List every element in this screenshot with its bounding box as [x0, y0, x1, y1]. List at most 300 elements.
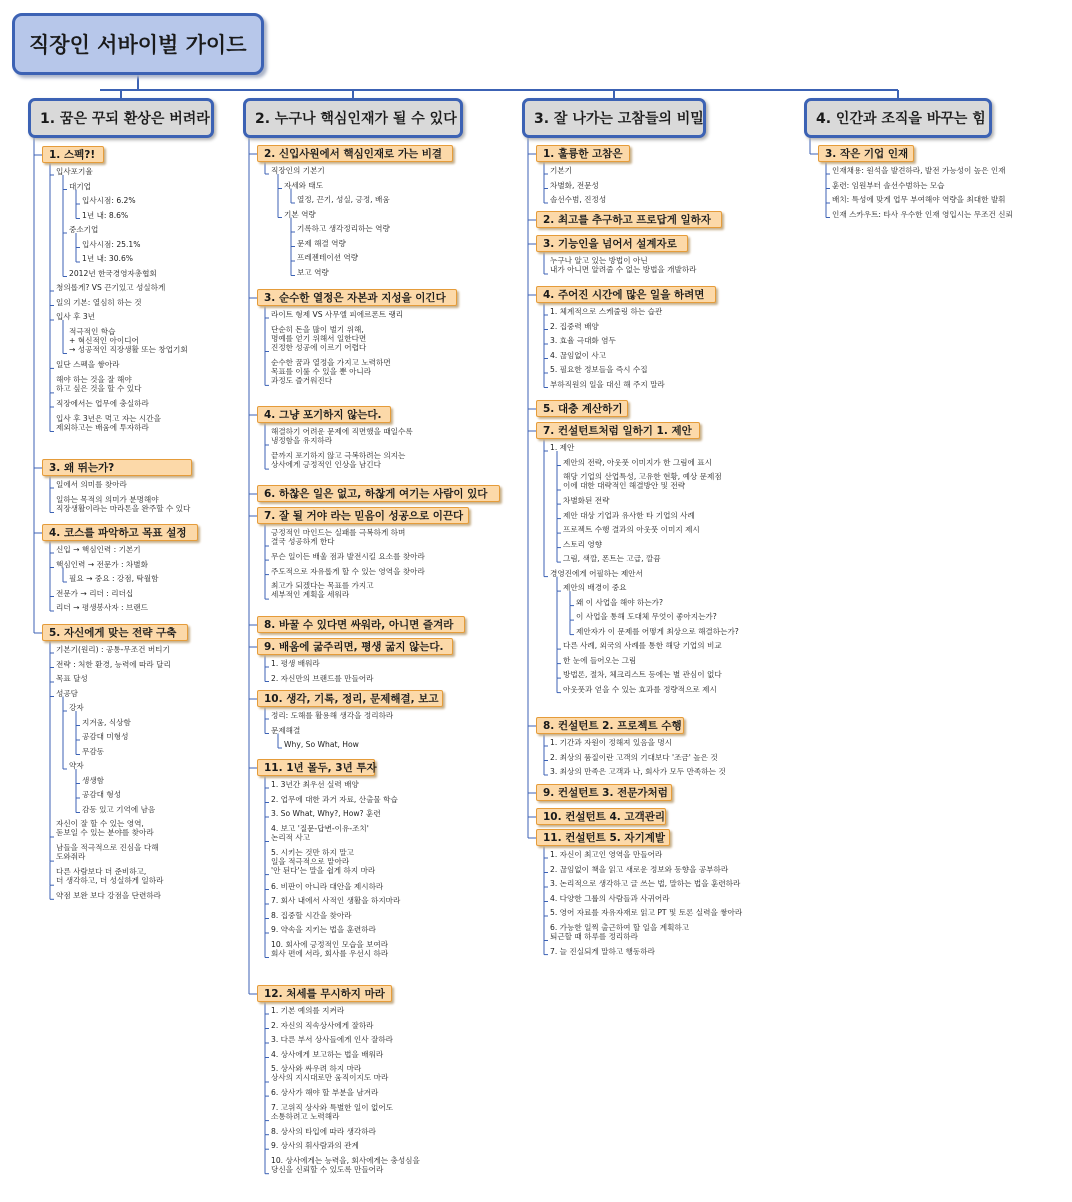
leaf-text: 라이트 형제 VS 사무엘 피에르폰트 랭리	[271, 310, 404, 319]
leaf-text: 전문가 → 리더 : 리더십	[56, 588, 134, 598]
leaf-item[interactable]	[563, 641, 722, 650]
leaf-text: 보고 역량	[297, 267, 329, 277]
leaf-text: 해당 기업의 산업특성, 고유한 현황, 예상 문제점	[563, 472, 722, 481]
sub-topic-node[interactable]	[536, 400, 628, 417]
main-topic-label: 1. 꿈은 꾸되 환상은 버려라	[40, 111, 210, 127]
leaf-item[interactable]	[69, 574, 158, 583]
leaf-item[interactable]	[271, 451, 405, 469]
leaf-text: 3. 효율 극대화 염두	[550, 336, 616, 345]
leaf-text: 1. 체계적으로 스케줄링 하는 습관	[550, 307, 663, 316]
sub-topic-node[interactable]	[536, 286, 716, 303]
leaf-item[interactable]	[56, 645, 170, 654]
leaf-item[interactable]	[82, 747, 104, 756]
leaf-item[interactable]	[271, 940, 388, 958]
leaf-text: 일하는 목적의 의미가 분명해야	[56, 494, 159, 504]
leaf-text: 2. 자신만의 브랜드를 만들어라	[271, 673, 374, 683]
leaf-item[interactable]	[82, 790, 121, 799]
leaf-text: 대기업	[69, 181, 92, 191]
leaf-text: 입사 후 3년은 먹고 자는 시간을	[56, 413, 161, 423]
leaf-text: 돋보일 수 있는 분야를 찾아라	[56, 828, 154, 837]
leaf-text: 6. 가능한 일찍 출근하여 할 일을 계획하고	[550, 922, 690, 932]
leaf-item[interactable]	[271, 726, 300, 735]
leaf-item[interactable]	[82, 718, 131, 727]
main-topic-label: 4. 인간과 조직을 바꾸는 힘	[816, 111, 986, 127]
leaf-item[interactable]	[563, 458, 712, 467]
leaf-item[interactable]	[563, 525, 700, 534]
leaf-text: 제안의 배경이 중요	[563, 583, 627, 593]
leaf-item[interactable]	[271, 659, 320, 668]
leaf-text: 기록하고 생각정리하는 역량	[297, 224, 390, 233]
leaf-item[interactable]	[271, 358, 391, 385]
leaf-text: 2. 자신의 직속상사에게 잘하라	[271, 1020, 374, 1030]
leaf-item[interactable]	[563, 656, 636, 665]
leaf-item[interactable]	[550, 569, 643, 578]
leaf-item[interactable]	[550, 850, 662, 859]
leaf-text: 논리적 사고	[271, 832, 311, 842]
leaf-item[interactable]	[271, 1103, 393, 1121]
leaf-text: 솔선수범, 진정성	[550, 195, 607, 204]
sub-topic-node[interactable]	[536, 808, 666, 825]
leaf-item[interactable]	[284, 181, 323, 190]
leaf-item[interactable]	[271, 552, 425, 561]
leaf-item[interactable]	[550, 908, 742, 917]
leaf-item[interactable]	[563, 511, 695, 520]
sub-topic-label: 4. 주어진 시간에 많은 일을 하려면	[543, 289, 705, 301]
leaf-text: 성공담	[56, 688, 79, 698]
leaf-item[interactable]	[271, 795, 398, 804]
leaf-text: 1. 평생 배워라	[271, 659, 320, 668]
sub-topic-node[interactable]	[257, 616, 465, 633]
leaf-text: 10. 회사에 긍정적인 모습을 보여라	[271, 939, 389, 949]
sub-topic-node[interactable]	[42, 624, 188, 641]
leaf-text: 7. 고위직 상사와 특별한 일이 없어도	[271, 1102, 394, 1112]
sub-topic-node[interactable]	[257, 145, 453, 162]
leaf-item[interactable]	[563, 685, 717, 694]
leaf-text: 긍정적인 마인드는 실패를 극복하게 하며	[271, 528, 406, 537]
leaf-item[interactable]	[271, 325, 366, 352]
leaf-text: 청의롭게? VS 끈기있고 성실하게	[56, 283, 166, 292]
leaf-item[interactable]	[56, 312, 95, 321]
leaf-text: 누구나 알고 있는 방법이 아닌	[550, 256, 648, 265]
sub-topic-label: 5. 자신에게 맞는 전략 구축	[49, 627, 177, 639]
leaf-item[interactable]	[550, 307, 662, 316]
leaf-text: 스토리 영향	[563, 539, 603, 549]
leaf-item[interactable]	[271, 911, 352, 920]
leaf-item[interactable]	[576, 612, 717, 621]
leaf-item[interactable]	[69, 225, 98, 234]
leaf-item[interactable]	[550, 322, 599, 331]
leaf-item[interactable]	[271, 310, 403, 319]
leaf-item[interactable]	[832, 210, 1013, 219]
leaf-item[interactable]	[56, 891, 161, 900]
root-node[interactable]	[12, 13, 264, 75]
leaf-text: 입사 후 3년	[56, 312, 96, 321]
leaf-item[interactable]	[284, 210, 316, 219]
leaf-text: → 성공적인 직장생활 또는 창업기회	[69, 344, 188, 354]
leaf-item[interactable]	[550, 753, 718, 762]
leaf-text: 한 눈에 들어오는 그림	[563, 655, 637, 665]
sub-topic-node[interactable]	[536, 717, 684, 734]
leaf-text: 5. 상사와 싸우려 하지 마라	[271, 1064, 362, 1073]
leaf-text: 2. 집중력 배양	[550, 321, 599, 331]
sub-topic-node[interactable]	[42, 524, 198, 541]
sub-topic-node[interactable]	[536, 211, 722, 228]
sub-topic-label: 3. 기능인을 넘어서 설계자로	[543, 238, 677, 250]
sub-topic-node[interactable]	[257, 485, 500, 502]
leaf-text: 1년 내: 8.6%	[82, 210, 129, 220]
leaf-item[interactable]	[69, 761, 84, 770]
sub-topic-label: 9. 배움에 굶주리면, 평생 굶지 않는다.	[264, 641, 444, 653]
leaf-item[interactable]	[56, 819, 154, 837]
leaf-item[interactable]	[550, 894, 670, 903]
leaf-item[interactable]	[271, 780, 359, 789]
leaf-item[interactable]	[271, 1006, 344, 1015]
sub-topic-node[interactable]	[257, 289, 457, 306]
leaf-item[interactable]	[271, 166, 325, 175]
leaf-text: 리더 → 평생봉사자 : 브랜드	[56, 603, 148, 612]
sub-topic-node[interactable]	[257, 507, 469, 524]
leaf-text: 주도적으로 자유롭게 할 수 있는 영역을 찾아라	[271, 566, 425, 576]
leaf-text: 일의 기본: 열심히 하는 것	[56, 297, 142, 307]
leaf-item[interactable]	[297, 195, 390, 204]
leaf-item[interactable]	[550, 365, 648, 374]
sub-topic-node[interactable]	[42, 146, 104, 163]
leaf-text: 당신을 신뢰할 수 있도록 만들어라	[271, 1164, 384, 1174]
leaf-item[interactable]	[832, 195, 1006, 204]
main-topic-node[interactable]	[522, 98, 706, 138]
leaf-text: 프레젠테이션 역량	[297, 253, 359, 262]
leaf-item[interactable]	[271, 1141, 359, 1150]
leaf-text: 강자	[69, 703, 84, 712]
leaf-text: + 혁신적인 아이디어	[69, 335, 139, 345]
leaf-item[interactable]	[832, 166, 1006, 175]
sub-topic-label: 11. 1년 몰두, 3년 투자	[264, 762, 377, 774]
leaf-text: 단순히 돈을 많이 벌기 위해,	[271, 324, 364, 334]
leaf-text: 내가 아니면 알려줄 수 없는 방법을 개발하라	[550, 265, 697, 274]
leaf-item[interactable]	[56, 843, 159, 861]
leaf-text: 핵심인력 → 전문가 : 차별화	[56, 559, 148, 569]
sub-topic-node[interactable]	[257, 759, 375, 776]
leaf-item[interactable]	[550, 336, 616, 345]
leaf-text: 2. 최상의 품질이란 고객의 기대보다 '조금' 높은 것	[550, 752, 718, 762]
main-topic-node[interactable]	[804, 98, 992, 138]
sub-topic-label: 3. 왜 뛰는가?	[49, 462, 115, 474]
leaf-item[interactable]	[550, 443, 574, 452]
sub-topic-label: 4. 코스를 파악하고 목표 설정	[49, 527, 187, 539]
leaf-item[interactable]	[550, 380, 665, 389]
leaf-item[interactable]	[271, 896, 400, 905]
leaf-text: 열정, 끈기, 성실, 긍정, 배움	[297, 195, 390, 204]
sub-topic-label: 8. 컨설턴트 2. 프로젝트 수행	[543, 720, 682, 732]
sub-topic-label: 7. 잘 될 거야 라는 믿음이 성공으로 이끈다	[264, 510, 464, 522]
leaf-item[interactable]	[550, 923, 689, 941]
leaf-item[interactable]	[56, 283, 165, 292]
leaf-item[interactable]	[271, 1050, 383, 1059]
leaf-text: 입사시점: 25.1%	[82, 239, 141, 249]
leaf-item[interactable]	[56, 689, 78, 698]
leaf-item[interactable]	[56, 375, 141, 393]
leaf-text: 제안의 전략, 아웃풋 이미지가 한 그림에 표시	[563, 457, 712, 467]
leaf-text: 전략 : 처한 환경, 능력에 따라 달리	[56, 659, 171, 669]
leaf-text: 일을 적극적으로 맡아라	[271, 856, 350, 866]
leaf-item[interactable]	[550, 879, 740, 888]
leaf-text: 감동 있고 기억에 남음	[82, 804, 156, 814]
leaf-text: 왜 이 사업을 해야 하는가?	[576, 597, 664, 607]
leaf-item[interactable]	[56, 414, 161, 432]
leaf-text: 3. 최상의 만족은 고객과 나, 회사가 모두 만족하는 것	[550, 767, 726, 776]
leaf-item[interactable]	[271, 1035, 393, 1044]
leaf-text: Why, So What, How	[284, 740, 359, 749]
leaf-item[interactable]	[82, 196, 136, 205]
leaf-text: 공감대 미형성	[82, 732, 129, 741]
leaf-text: 1. 3년간 최우선 실력 배양	[271, 780, 359, 789]
leaf-text: 2. 업무에 대한 과거 자료, 산출물 학습	[271, 794, 398, 804]
leaf-text: 끝까지 포기하지 않고 극복하려는 의지는	[271, 451, 406, 461]
leaf-item[interactable]	[563, 496, 609, 505]
leaf-item[interactable]	[563, 540, 602, 549]
leaf-item[interactable]	[56, 360, 120, 369]
sub-topic-label: 3. 순수한 열정은 자본과 지성을 이긴다	[264, 292, 446, 304]
leaf-text: 인재채용: 원석을 발견하라, 발전 가능성이 높은 인재	[832, 166, 1006, 175]
sub-topic-label: 6. 하찮은 일은 없고, 하찮게 여기는 사람이 있다	[264, 488, 488, 500]
leaf-item[interactable]	[82, 240, 140, 249]
leaf-item[interactable]	[82, 211, 128, 220]
leaf-item[interactable]	[297, 253, 358, 262]
leaf-item[interactable]	[284, 740, 359, 749]
leaf-text: 직장생활이라는 마라톤을 완주할 수 있다	[56, 503, 191, 513]
leaf-text: 냉정함을 유지하라	[271, 436, 333, 445]
leaf-text: 신입 → 핵심인력 : 기본기	[56, 545, 141, 554]
leaf-item[interactable]	[297, 268, 329, 277]
leaf-text: 9. 상사의 휘사람과의 관계	[271, 1141, 359, 1151]
leaf-item[interactable]	[550, 351, 606, 360]
leaf-text: 해야 하는 것을 잘 해야	[56, 374, 132, 384]
leaf-text: 2. 끊임없이 책을 읽고 새로운 정보와 동향을 공부하라	[550, 864, 729, 874]
leaf-item[interactable]	[56, 660, 171, 669]
leaf-item[interactable]	[271, 1064, 388, 1082]
leaf-text: 무슨 일이든 배울 점과 발전시킬 요소를 찾아라	[271, 552, 425, 562]
leaf-item[interactable]	[563, 554, 661, 563]
leaf-text: 자신이 잘 할 수 있는 영역,	[56, 819, 144, 828]
leaf-text: 약점 보완 보다 강점을 단련하라	[56, 891, 162, 901]
sub-topic-label: 1. 훌륭한 고참은	[543, 148, 623, 160]
leaf-item[interactable]	[56, 167, 93, 176]
leaf-text: 4. 상사에게 보고하는 법을 배워라	[271, 1049, 384, 1059]
sub-topic-node[interactable]	[536, 422, 700, 439]
leaf-item[interactable]	[550, 865, 728, 874]
main-topic-label: 2. 누구나 핵심인재가 될 수 있다	[255, 111, 457, 127]
main-topic-node[interactable]	[28, 98, 214, 138]
leaf-text: 아웃풋과 얻을 수 있는 효과를 정량적으로 제시	[563, 684, 717, 694]
leaf-item[interactable]	[271, 848, 375, 875]
leaf-text: 2012년 한국경영자총협회	[69, 268, 157, 278]
leaf-text: 약자	[69, 761, 84, 770]
leaf-item[interactable]	[550, 738, 672, 747]
leaf-text: 문제해결	[271, 725, 301, 735]
leaf-item[interactable]	[550, 195, 606, 204]
leaf-text: 생생함	[82, 775, 105, 785]
sub-topic-node[interactable]	[257, 985, 392, 1002]
leaf-item[interactable]	[271, 528, 405, 546]
sub-topic-node[interactable]	[257, 406, 391, 423]
leaf-text: 하고 싶은 것을 할 수 있다	[56, 383, 142, 393]
leaf-text: 자세와 태도	[284, 180, 324, 190]
sub-topic-label: 12. 처세를 무시하지 마라	[264, 988, 385, 1000]
leaf-item[interactable]	[56, 589, 133, 598]
sub-topic-node[interactable]	[536, 829, 670, 846]
leaf-item[interactable]	[550, 181, 599, 190]
leaf-text: 문제 해결 역량	[297, 238, 346, 248]
leaf-text: 5. 시키는 것만 하지 말고	[271, 847, 354, 857]
leaf-item[interactable]	[297, 239, 346, 248]
leaf-text: 7. 회사 내에서 사적인 생활을 하지마라	[271, 896, 401, 905]
leaf-item[interactable]	[271, 1088, 378, 1097]
leaf-text: 프로젝트 수행 결과의 아웃풋 이미지 제시	[563, 525, 700, 535]
leaf-text: 7. 늘 진실되게 말하고 행동하라	[550, 946, 655, 956]
leaf-item[interactable]	[550, 947, 655, 956]
root-title: 직장인 서바이벌 가이드	[29, 33, 247, 57]
sub-topic-node[interactable]	[536, 235, 688, 252]
leaf-item[interactable]	[271, 1156, 420, 1174]
leaf-item[interactable]	[82, 732, 128, 741]
leaf-text: 필요 → 중요 : 강점, 탁월함	[69, 574, 159, 583]
leaf-text: 10. 상사에게는 능력을, 회사에게는 충성심을	[271, 1155, 420, 1165]
leaf-text: 명예를 얻기 위해서 일한다면	[271, 333, 367, 343]
leaf-item[interactable]	[271, 567, 425, 576]
leaf-item[interactable]	[271, 1127, 376, 1136]
leaf-text: 5. 필요한 정보들을 즉시 수집	[550, 365, 648, 374]
leaf-item[interactable]	[832, 181, 945, 190]
leaf-text: 적극적인 학습	[69, 326, 116, 336]
sub-topic-node[interactable]	[536, 145, 630, 162]
leaf-item[interactable]	[69, 269, 157, 278]
leaf-item[interactable]	[271, 427, 413, 445]
leaf-text: 8. 상사의 타입에 따라 생각하라	[271, 1126, 376, 1136]
leaf-item[interactable]	[56, 480, 127, 489]
sub-topic-label: 5. 대충 계산하기	[543, 403, 623, 415]
leaf-item[interactable]	[550, 166, 572, 175]
leaf-text: 1. 자신이 최고인 영역을 만들어라	[550, 850, 663, 859]
leaf-item[interactable]	[271, 882, 383, 891]
leaf-item[interactable]	[271, 581, 374, 599]
leaf-text: 기본기	[550, 166, 573, 175]
leaf-item[interactable]	[576, 598, 663, 607]
leaf-item[interactable]	[56, 560, 148, 569]
leaf-item[interactable]	[550, 767, 726, 776]
leaf-text: 공감대 형성	[82, 790, 122, 799]
leaf-item[interactable]	[56, 603, 148, 612]
leaf-text: 상사에게 긍정적인 인상을 남긴다	[271, 460, 381, 470]
leaf-item[interactable]	[82, 254, 133, 263]
leaf-item[interactable]	[82, 805, 155, 814]
leaf-item[interactable]	[271, 674, 374, 683]
leaf-item[interactable]	[56, 495, 190, 513]
leaf-text: 1년 내: 30.6%	[82, 254, 134, 263]
sub-topic-node[interactable]	[818, 145, 914, 162]
leaf-text: 상사의 지시대로만 움직이지도 마라	[271, 1073, 389, 1082]
leaf-text: 제외하고는 배움에 투자하라	[56, 422, 149, 432]
leaf-text: 1. 제안	[550, 443, 575, 452]
leaf-item[interactable]	[56, 867, 163, 885]
leaf-text: 차별화된 전략	[563, 496, 610, 506]
leaf-text: 기본기(원리) : 공통-무조건 버티기	[56, 645, 170, 654]
leaf-item[interactable]	[56, 399, 149, 408]
leaf-item[interactable]	[563, 583, 627, 592]
leaf-item[interactable]	[550, 256, 697, 274]
leaf-text: 3. So What, Why?, How? 훈련	[271, 809, 381, 818]
sub-topic-node[interactable]	[257, 638, 453, 655]
main-topic-node[interactable]	[243, 98, 463, 138]
leaf-text: 방법론, 절차, 체크리스트 등에는 별 관심이 없다	[563, 670, 722, 680]
leaf-text: 다른 사례, 외국의 사례를 통한 해당 기업의 비교	[563, 641, 722, 651]
sub-topic-label: 2. 최고를 추구하고 프로답게 일하자	[543, 214, 711, 226]
leaf-text: 더 생각하고, 더 성실하게 일하라	[56, 876, 164, 886]
leaf-item[interactable]	[271, 824, 369, 842]
leaf-item[interactable]	[271, 1021, 374, 1030]
leaf-text: 5. 영어 자료를 자유자재로 읽고 PT 및 토론 실력을 쌓아라	[550, 908, 743, 917]
leaf-text: 4. 끊임없이 사고	[550, 350, 607, 360]
leaf-text: 기본 역량	[284, 209, 316, 219]
leaf-text: 이 사업을 통해 도대체 무엇이 좋아지는가?	[576, 612, 717, 622]
leaf-text: 정리: 도해를 활용해 생각을 정리하라	[271, 711, 394, 720]
leaf-text: 최고가 되겠다는 목표를 가지고	[271, 581, 374, 591]
leaf-item[interactable]	[297, 224, 390, 233]
leaf-text: 무감동	[82, 746, 105, 756]
leaf-text: 부하직원의 일을 대신 해 주지 말라	[550, 379, 665, 389]
leaf-item[interactable]	[69, 182, 91, 191]
leaf-text: 제안자가 이 문제를 어떻게 최상으로 해결하는가?	[576, 626, 739, 636]
leaf-item[interactable]	[56, 545, 141, 554]
leaf-item[interactable]	[271, 711, 393, 720]
leaf-text: 순수한 꿈과 열정을 가지고 노력하면	[271, 358, 391, 368]
leaf-item[interactable]	[82, 776, 104, 785]
leaf-text: 4. 다양한 그룹의 사람들과 사귀어라	[550, 893, 670, 903]
sub-topic-label: 8. 바꿀 수 있다면 싸워라, 아니면 즐겨라	[264, 619, 454, 631]
leaf-text: 1. 기본 예의를 지켜라	[271, 1006, 345, 1015]
leaf-item[interactable]	[563, 472, 722, 490]
leaf-text: 입사시점: 6.2%	[82, 196, 136, 205]
sub-topic-node[interactable]	[42, 459, 192, 476]
leaf-item[interactable]	[271, 809, 381, 818]
leaf-text: 경영진에게 어필하는 제안서	[550, 568, 643, 578]
leaf-text: 훈련: 임원부터 솔선수범하는 모습	[832, 180, 945, 190]
leaf-text: 중소기업	[69, 225, 99, 234]
leaf-text: 차별화, 전문성	[550, 180, 599, 190]
leaf-item[interactable]	[56, 298, 142, 307]
leaf-item[interactable]	[69, 703, 84, 712]
sub-topic-label: 3. 작은 기업 인재	[825, 148, 909, 160]
main-topic-label: 3. 잘 나가는 고참들의 비밀	[534, 111, 704, 127]
sub-topic-label: 10. 컨설턴트 4. 고객관리	[543, 811, 666, 823]
leaf-text: 제안 대상 기업과 유사한 타 기업의 사례	[563, 510, 695, 520]
leaf-text: 4. 보고 '질문-답변-이유-조치'	[271, 823, 369, 833]
leaf-text: 입사포기율	[56, 167, 93, 176]
leaf-item[interactable]	[69, 327, 188, 354]
sub-topic-label: 4. 그냥 포기하지 않는다.	[264, 409, 382, 421]
leaf-text: 1. 기간과 자원이 정해져 있음을 명시	[550, 738, 673, 747]
leaf-text: 목표를 이룰 수 있을 뿐 아니라	[271, 367, 372, 377]
leaf-text: 3. 논리적으로 생각하고 글 쓰는 법, 말하는 법을 훈련하라	[550, 879, 741, 888]
leaf-item[interactable]	[56, 674, 88, 683]
leaf-item[interactable]	[576, 627, 739, 636]
leaf-text: 일단 스펙을 쌓아라	[56, 360, 120, 370]
leaf-text: 다른 사람보다 더 준비하고,	[56, 867, 147, 877]
leaf-item[interactable]	[563, 670, 722, 679]
sub-topic-node[interactable]	[257, 690, 443, 707]
sub-topic-label: 7. 컨설턴트처럼 일하기 1. 제안	[543, 425, 692, 437]
sub-topic-node[interactable]	[536, 784, 672, 801]
leaf-item[interactable]	[271, 925, 376, 934]
